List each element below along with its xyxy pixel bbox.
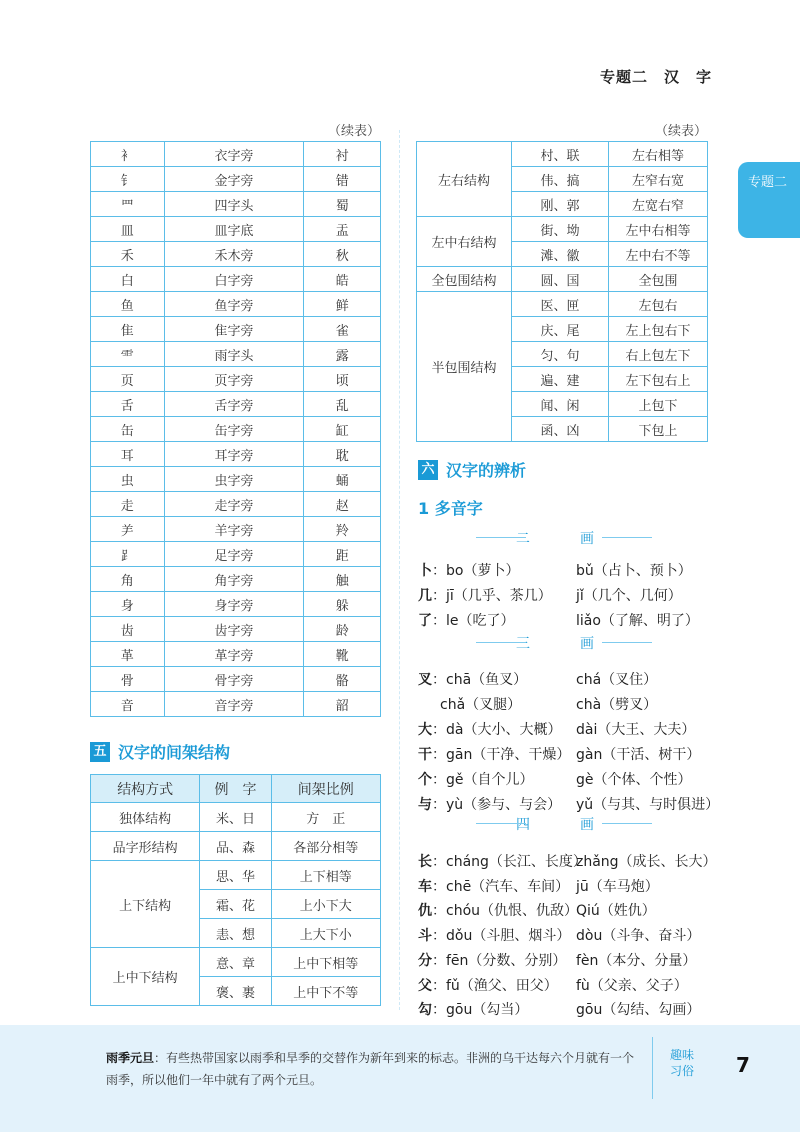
radical-name-cell: 身字旁 bbox=[164, 592, 304, 617]
table-row bbox=[91, 242, 381, 267]
structure-example-cell: 村、联 bbox=[512, 142, 609, 167]
polyphone-char: 斗 bbox=[418, 928, 432, 944]
polyphone-reading-2: fù（父亲、父子） bbox=[576, 978, 688, 994]
polyphone-reading-2: chà（劈叉） bbox=[576, 697, 658, 713]
radical-example-cell: 缸 bbox=[304, 417, 381, 442]
radical-cell: 舌 bbox=[91, 392, 165, 417]
radical-name-cell: 走字旁 bbox=[164, 492, 304, 517]
polyphone-reading-1: chǎ（叉腿） bbox=[440, 697, 522, 713]
table-row bbox=[91, 392, 381, 417]
structure-table-continued bbox=[416, 141, 708, 442]
structure-category-cell: 半包围结构 bbox=[417, 292, 512, 442]
radical-name-cell: 皿字底 bbox=[164, 217, 304, 242]
radical-name-cell: 衣字旁 bbox=[164, 142, 304, 167]
polyphone-entry bbox=[418, 975, 558, 995]
radical-example-cell: 躲 bbox=[304, 592, 381, 617]
polyphone-char: 了 bbox=[418, 613, 432, 629]
structure-category-cell: 全包围结构 bbox=[417, 267, 512, 292]
radical-cell: 骨 bbox=[91, 667, 165, 692]
structure-header-example: 例 字 bbox=[200, 775, 271, 803]
structure-ratio-cell: 左包右 bbox=[609, 292, 708, 317]
polyphone-reading-1: ：fēn（分数、分别） bbox=[432, 953, 567, 969]
radical-cell: 耳 bbox=[91, 442, 165, 467]
table-row bbox=[91, 317, 381, 342]
polyphone-entry bbox=[418, 669, 527, 689]
polyphone-reading-1: ：gān（干净、干燥） bbox=[432, 747, 571, 763]
polyphone-char: 与 bbox=[418, 797, 432, 813]
structure-example-cell: 医、匣 bbox=[512, 292, 609, 317]
structure-ratio-cell: 左上包右下 bbox=[609, 317, 708, 342]
radical-cell: 革 bbox=[91, 642, 165, 667]
radical-example-cell: 盂 bbox=[304, 217, 381, 242]
side-chapter-tab: 专题二 bbox=[738, 162, 800, 238]
radical-name-cell: 缶字旁 bbox=[164, 417, 304, 442]
page-number: 7 bbox=[736, 1053, 750, 1077]
structure-ratio-cell: 全包围 bbox=[609, 267, 708, 292]
radical-cell: 禾 bbox=[91, 242, 165, 267]
stroke-count-heading: 二 画 bbox=[476, 528, 652, 548]
table-row bbox=[91, 192, 381, 217]
structure-example-cell: 圆、国 bbox=[512, 267, 609, 292]
structure-ratio-cell: 方 正 bbox=[271, 803, 380, 832]
radical-name-cell: 鱼字旁 bbox=[164, 292, 304, 317]
radical-example-cell: 蜀 bbox=[304, 192, 381, 217]
radical-name-cell: 虫字旁 bbox=[164, 467, 304, 492]
table-row bbox=[91, 803, 381, 832]
structure-example-cell: 庆、尾 bbox=[512, 317, 609, 342]
footer-tag: 趣味习俗 bbox=[669, 1048, 694, 1078]
table-row bbox=[91, 592, 381, 617]
table-row bbox=[91, 542, 381, 567]
radical-cell: 身 bbox=[91, 592, 165, 617]
polyphone-reading-2: jū（车马炮） bbox=[576, 879, 659, 895]
radical-example-cell: 赵 bbox=[304, 492, 381, 517]
structure-example-cell: 匀、句 bbox=[512, 342, 609, 367]
structure-category-cell: 上下结构 bbox=[91, 861, 200, 948]
continued-label-left: （续表） bbox=[328, 124, 381, 139]
radical-cell: 罒 bbox=[91, 192, 165, 217]
table-row bbox=[91, 442, 381, 467]
structure-category-cell: 左中右结构 bbox=[417, 217, 512, 267]
radical-example-cell: 鲜 bbox=[304, 292, 381, 317]
structure-ratio-cell: 下包上 bbox=[609, 417, 708, 442]
polyphone-char: 父 bbox=[418, 978, 432, 994]
structure-ratio-cell: 左中右相等 bbox=[609, 217, 708, 242]
polyphone-reading-2: fèn（本分、分量） bbox=[576, 953, 697, 969]
radical-name-cell: 白字旁 bbox=[164, 267, 304, 292]
footer-bar bbox=[0, 1025, 800, 1132]
table-row bbox=[91, 292, 381, 317]
stroke-count-heading: 三 画 bbox=[476, 633, 652, 653]
radical-example-cell: 衬 bbox=[304, 142, 381, 167]
polyphone-char: 几 bbox=[418, 588, 432, 604]
structure-ratio-cell: 各部分相等 bbox=[271, 832, 380, 861]
radical-name-cell: 足字旁 bbox=[164, 542, 304, 567]
polyphone-entry bbox=[418, 900, 578, 920]
structure-example-cell: 霜、花 bbox=[200, 890, 271, 919]
polyphone-entry bbox=[418, 950, 566, 970]
polyphone-reading-1: ：chā（鱼叉） bbox=[432, 672, 528, 688]
section-five-title-text: 汉字的间架结构 bbox=[118, 743, 231, 762]
radical-example-cell: 靴 bbox=[304, 642, 381, 667]
radical-example-cell: 皓 bbox=[304, 267, 381, 292]
footer-text bbox=[106, 1047, 646, 1091]
polyphone-entry bbox=[418, 999, 528, 1019]
polyphone-char: 叉 bbox=[418, 672, 432, 688]
section-five-title bbox=[90, 740, 230, 763]
structure-example-cell: 闻、闲 bbox=[512, 392, 609, 417]
radical-cell: 虫 bbox=[91, 467, 165, 492]
table-row bbox=[91, 267, 381, 292]
polyphone-entry bbox=[418, 744, 570, 764]
radical-example-cell: 露 bbox=[304, 342, 381, 367]
structure-ratio-cell: 上大下小 bbox=[271, 919, 380, 948]
table-row bbox=[91, 217, 381, 242]
polyphone-char: 个 bbox=[418, 772, 432, 788]
polyphone-reading-2: bǔ（占卜、预卜） bbox=[576, 563, 692, 579]
radical-cell: 鱼 bbox=[91, 292, 165, 317]
section-six-title bbox=[418, 458, 526, 481]
structure-example-cell: 滩、徽 bbox=[512, 242, 609, 267]
structure-table bbox=[90, 774, 381, 1006]
radical-name-cell: 禾木旁 bbox=[164, 242, 304, 267]
structure-ratio-cell: 上中下不等 bbox=[271, 977, 380, 1006]
radical-name-cell: 角字旁 bbox=[164, 567, 304, 592]
radical-cell: 角 bbox=[91, 567, 165, 592]
polyphone-reading-2: gè（个体、个性） bbox=[576, 772, 692, 788]
polyphone-reading-2: gàn（干活、树干） bbox=[576, 747, 701, 763]
structure-example-cell: 刚、郭 bbox=[512, 192, 609, 217]
radical-example-cell: 顷 bbox=[304, 367, 381, 392]
radical-example-cell: 蛹 bbox=[304, 467, 381, 492]
polyphone-reading-2: Qiú（姓仇） bbox=[576, 903, 656, 919]
structure-category-cell: 上中下结构 bbox=[91, 948, 200, 1006]
radical-example-cell: 雀 bbox=[304, 317, 381, 342]
structure-category-cell: 品字形结构 bbox=[91, 832, 200, 861]
radical-name-cell: 金字旁 bbox=[164, 167, 304, 192]
structure-header-method: 结构方式 bbox=[91, 775, 200, 803]
structure-header-ratio: 间架比例 bbox=[271, 775, 380, 803]
polyphone-char: 卜 bbox=[418, 563, 432, 579]
table-row bbox=[91, 167, 381, 192]
table-row bbox=[91, 861, 381, 890]
structure-ratio-cell: 左右相等 bbox=[609, 142, 708, 167]
structure-ratio-cell: 左宽右窄 bbox=[609, 192, 708, 217]
structure-example-cell: 思、华 bbox=[200, 861, 271, 890]
polyphone-reading-1: ：yù（参与、与会） bbox=[432, 797, 562, 813]
footer-term: 雨季元旦 bbox=[106, 1051, 155, 1065]
section-six-title-text: 汉字的辨析 bbox=[446, 461, 527, 480]
table-row bbox=[417, 142, 708, 167]
polyphone-entry bbox=[418, 769, 534, 789]
radical-name-cell: 骨字旁 bbox=[164, 667, 304, 692]
radical-example-cell: 龄 bbox=[304, 617, 381, 642]
section-five-badge: 五 bbox=[90, 742, 110, 762]
table-row bbox=[91, 142, 381, 167]
polyphone-entry bbox=[418, 560, 519, 580]
table-row bbox=[91, 667, 381, 692]
polyphone-char: 勾 bbox=[418, 1002, 432, 1018]
radical-cell: 齿 bbox=[91, 617, 165, 642]
radical-name-cell: 雨字头 bbox=[164, 342, 304, 367]
radical-name-cell: 四字头 bbox=[164, 192, 304, 217]
polyphone-reading-2: zhǎng（成长、长大） bbox=[576, 854, 717, 870]
structure-ratio-cell: 左中右不等 bbox=[609, 242, 708, 267]
polyphone-reading-2: jǐ（几个、几何） bbox=[576, 588, 682, 604]
polyphone-reading-1: ：fǔ（渔父、田父） bbox=[432, 978, 558, 994]
radical-cell: 隹 bbox=[91, 317, 165, 342]
structure-category-cell: 独体结构 bbox=[91, 803, 200, 832]
table-row bbox=[91, 617, 381, 642]
radical-example-cell: 错 bbox=[304, 167, 381, 192]
table-row bbox=[417, 217, 708, 242]
polyphone-reading-2: dài（大王、大夫） bbox=[576, 722, 696, 738]
polyphone-char: 分 bbox=[418, 953, 432, 969]
structure-example-cell: 恚、想 bbox=[200, 919, 271, 948]
polyphone-reading-2: liǎo（了解、明了） bbox=[576, 613, 699, 629]
radical-example-cell: 韶 bbox=[304, 692, 381, 717]
radical-name-cell: 页字旁 bbox=[164, 367, 304, 392]
table-row bbox=[91, 692, 381, 717]
polyphone-reading-1: ：gōu（勾当） bbox=[432, 1002, 529, 1018]
polyphone-entry bbox=[418, 925, 570, 945]
polyphone-reading-1: ：bo（萝卜） bbox=[432, 563, 520, 579]
stroke-count-heading: 四 画 bbox=[476, 814, 652, 834]
radical-example-cell: 乱 bbox=[304, 392, 381, 417]
polyphone-reading-2: gōu（勾结、勾画） bbox=[576, 1002, 701, 1018]
structure-example-cell: 意、章 bbox=[200, 948, 271, 977]
table-row bbox=[91, 567, 381, 592]
radical-cell: 钅 bbox=[91, 167, 165, 192]
table-row bbox=[417, 292, 708, 317]
page-header-title: 专题二 汉 字 bbox=[599, 68, 712, 86]
structure-example-cell: 褒、裹 bbox=[200, 977, 271, 1006]
polyphone-entry bbox=[418, 794, 561, 814]
table-row bbox=[91, 832, 381, 861]
radical-cell: 皿 bbox=[91, 217, 165, 242]
structure-ratio-cell: 左窄右宽 bbox=[609, 167, 708, 192]
polyphone-entry bbox=[418, 876, 569, 896]
radical-example-cell: 触 bbox=[304, 567, 381, 592]
polyphone-char: 仇 bbox=[418, 903, 432, 919]
table-row bbox=[91, 642, 381, 667]
radical-name-cell: 齿字旁 bbox=[164, 617, 304, 642]
polyphone-char: 干 bbox=[418, 747, 432, 763]
table-row bbox=[91, 417, 381, 442]
table-row bbox=[91, 492, 381, 517]
section-six-badge: 六 bbox=[418, 460, 438, 480]
radical-name-cell: 革字旁 bbox=[164, 642, 304, 667]
polyphone-reading-1: ：le（吃了） bbox=[432, 613, 515, 629]
structure-example-cell: 函、凶 bbox=[512, 417, 609, 442]
structure-example-cell: 遍、建 bbox=[512, 367, 609, 392]
radical-cell: ⻗ bbox=[91, 342, 165, 367]
structure-example-cell: 米、日 bbox=[200, 803, 271, 832]
polyphone-reading-1: ：dà（大小、大概） bbox=[432, 722, 562, 738]
polyphone-reading-1: ：jī（几乎、茶几） bbox=[432, 588, 552, 604]
table-row bbox=[91, 342, 381, 367]
structure-ratio-cell: 上小下大 bbox=[271, 890, 380, 919]
polyphone-entry bbox=[440, 694, 521, 714]
polyphone-reading-1: ：chóu（仇恨、仇敌） bbox=[432, 903, 579, 919]
radical-cell: ⺶ bbox=[91, 517, 165, 542]
radicals-table bbox=[90, 141, 381, 717]
footer-divider bbox=[652, 1037, 653, 1099]
polyphone-reading-1: ：gě（自个儿） bbox=[432, 772, 534, 788]
radical-name-cell: 音字旁 bbox=[164, 692, 304, 717]
column-divider bbox=[399, 130, 400, 1010]
radical-cell: 缶 bbox=[91, 417, 165, 442]
polyphone-char: 长 bbox=[418, 854, 432, 870]
radical-cell: 走 bbox=[91, 492, 165, 517]
radical-example-cell: 骼 bbox=[304, 667, 381, 692]
polyphone-entry bbox=[418, 851, 587, 871]
radical-name-cell: 羊字旁 bbox=[164, 517, 304, 542]
table-row bbox=[417, 267, 708, 292]
radical-example-cell: 耽 bbox=[304, 442, 381, 467]
radical-name-cell: 耳字旁 bbox=[164, 442, 304, 467]
table-row bbox=[91, 367, 381, 392]
polyphone-char: 大 bbox=[418, 722, 432, 738]
polyphone-reading-1: ：chē（汽车、车间） bbox=[432, 879, 570, 895]
radical-cell: ⻊ bbox=[91, 542, 165, 567]
radical-example-cell: 距 bbox=[304, 542, 381, 567]
structure-ratio-cell: 右上包左下 bbox=[609, 342, 708, 367]
structure-ratio-cell: 上下相等 bbox=[271, 861, 380, 890]
polyphone-reading-2: chá（叉住） bbox=[576, 672, 658, 688]
structure-example-cell: 品、森 bbox=[200, 832, 271, 861]
radical-example-cell: 秋 bbox=[304, 242, 381, 267]
polyphone-reading-1: ：cháng（长江、长度） bbox=[432, 854, 587, 870]
continued-label-right: （续表） bbox=[655, 124, 708, 139]
structure-example-cell: 伟、搞 bbox=[512, 167, 609, 192]
radical-cell: 页 bbox=[91, 367, 165, 392]
table-row bbox=[91, 517, 381, 542]
polyphone-subtitle: 1 多音字 bbox=[418, 499, 483, 518]
radical-cell: 音 bbox=[91, 692, 165, 717]
polyphone-reading-2: dòu（斗争、奋斗） bbox=[576, 928, 701, 944]
polyphone-reading-1: ：dǒu（斗胆、烟斗） bbox=[432, 928, 571, 944]
polyphone-char: 车 bbox=[418, 879, 432, 895]
radical-example-cell: 羚 bbox=[304, 517, 381, 542]
footer-body: ：有些热带国家以雨季和旱季的交替作为新年到来的标志。非洲的乌干达每六个月就有一个雨季，所以他们一年中就有了两个元旦。 bbox=[106, 1051, 635, 1087]
polyphone-entry bbox=[418, 610, 515, 630]
structure-ratio-cell: 上中下相等 bbox=[271, 948, 380, 977]
polyphone-entry bbox=[418, 719, 561, 739]
structure-example-cell: 街、坳 bbox=[512, 217, 609, 242]
table-row bbox=[91, 948, 381, 977]
radical-name-cell: 舌字旁 bbox=[164, 392, 304, 417]
structure-ratio-cell: 上包下 bbox=[609, 392, 708, 417]
polyphone-reading-2: yǔ（与其、与时俱进） bbox=[576, 797, 720, 813]
radical-name-cell: 隹字旁 bbox=[164, 317, 304, 342]
structure-ratio-cell: 左下包右上 bbox=[609, 367, 708, 392]
radical-cell: 白 bbox=[91, 267, 165, 292]
table-row bbox=[91, 467, 381, 492]
structure-category-cell: 左右结构 bbox=[417, 142, 512, 217]
polyphone-entry bbox=[418, 585, 552, 605]
radical-cell: 衤 bbox=[91, 142, 165, 167]
